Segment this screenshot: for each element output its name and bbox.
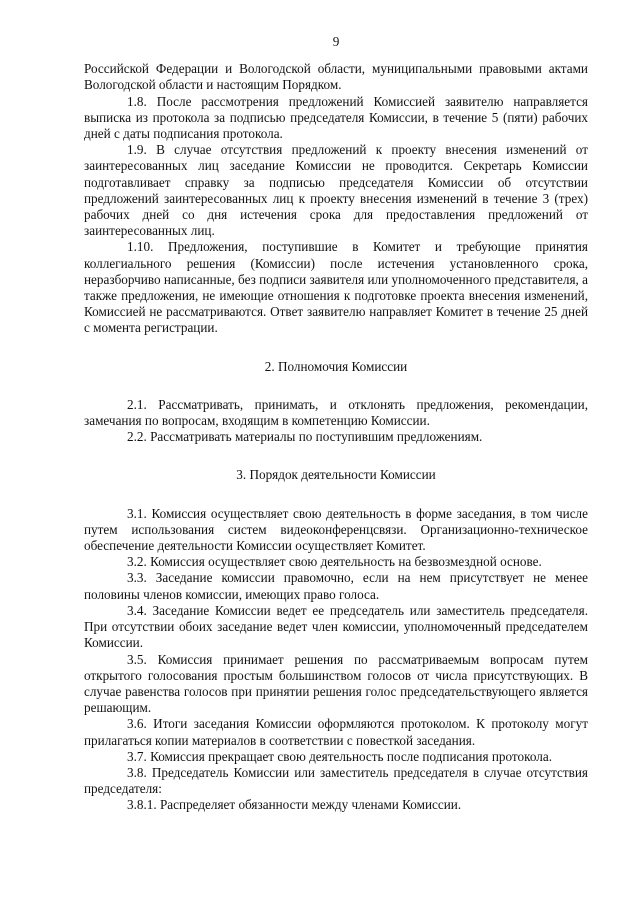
paragraph-3-5: 3.5. Комиссия принимает решения по рассматриваемым вопросам путем открытого голосования простым большинством голосов от числа присутствующих. В случае равенства голосов при принятии решения голос председательствующего является решающим. [84, 651, 588, 716]
paragraph-3-4: 3.4. Заседание Комиссии ведет ее председатель или заместитель председателя. При отсутствии обоих заседание ведет член комиссии, уполномоченный председателем Комиссии. [84, 602, 588, 651]
paragraph-1-9: 1.9. В случае отсутствия предложений к проекту внесения изменений от заинтересованных лиц заседание Комиссии не проводится. Секретарь Комиссии подготавливает справку за подписью председателя Комиссии об отсутствии предложений заинтересованных лиц к проекту внесения изменений в течение 3 (трех) рабочих дней со дня истечения срока для предоставления предложений от заинтересованных лиц. [84, 142, 588, 239]
section-2-heading: 2. Полномочия Комиссии [264, 358, 408, 374]
paragraph-continuation: Российской Федерации и Вологодской области, муниципальными правовыми актами Вологодской области и настоящим Порядком. [84, 61, 588, 93]
paragraph-3-2: 3.2. Комиссия осуществляет свою деятельность на безвозмездной основе. [127, 554, 542, 570]
section-3-heading: 3. Порядок деятельности Комиссии [236, 467, 436, 483]
paragraph-3-6: 3.6. Итоги заседания Комиссии оформляются протоколом. К протоколу могут прилагаться копии материалов в соответствии с повесткой заседания. [84, 716, 588, 748]
paragraph-3-8: 3.8. Председатель Комиссии или заместитель председателя в случае отсутствия председателя: [84, 764, 588, 797]
paragraph-3-1: 3.1. Комиссия осуществляет свою деятельность в форме заседания, в том числе путем использования систем видеоконференцсвязи. Организационно-техническое обеспечение деятельности Комиссии осуществляет Комитет. [84, 505, 588, 554]
paragraph-3-8-1: 3.8.1. Распределяет обязанности между членами Комиссии. [127, 797, 462, 813]
paragraph-3-7: 3.7. Комиссия прекращает свою деятельность после подписания протокола. [127, 748, 552, 764]
paragraph-3-3: 3.3. Заседание комиссии правомочно, если на нем присутствует не менее половины членов комиссии, имеющих право голоса. [84, 570, 588, 602]
paragraph-1-10: 1.10. Предложения, поступившие в Комитет и требующие принятия коллегиального решения (Комиссии) после истечения установленного срока, неразборчиво написанные, без подписи заявителя или уполномоченного представителя, а также предложения, не имеющие отношения к подготовке проекта внесения изменений, Комиссией не рассматриваются. Ответ заявителю направляет Комитет в течение 25 дней с момента регистрации. [84, 239, 588, 336]
paragraph-2-1: 2.1. Рассматривать, принимать, и отклонять предложения, рекомендации, замечания по вопросам, входящим в компетенцию Комиссии. [84, 396, 588, 429]
page-number: 9 [332, 34, 340, 49]
paragraph-2-2: 2.2. Рассматривать материалы по поступившим предложениям. [127, 429, 483, 445]
paragraph-1-8: 1.8. После рассмотрения предложений Комиссией заявителю направляется выписка из протокола за подписью председателя Комиссии, в течение 5 (пяти) рабочих дней с даты подписания протокола. [84, 93, 588, 142]
